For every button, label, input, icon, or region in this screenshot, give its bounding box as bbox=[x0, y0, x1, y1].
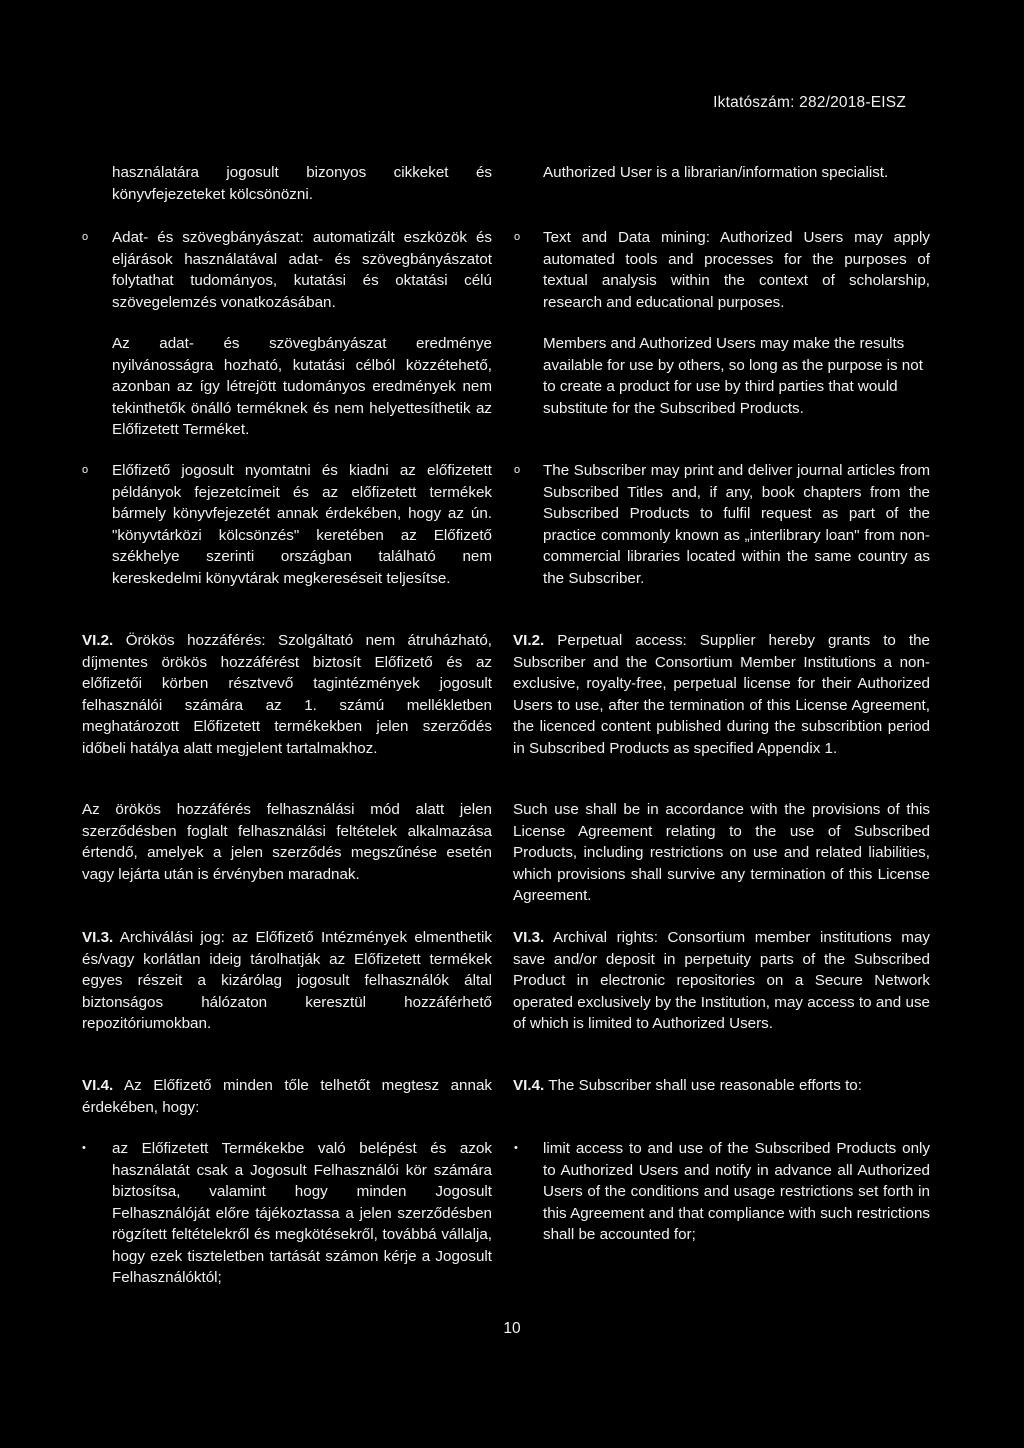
bullet-marker: • bbox=[82, 1142, 86, 1154]
section-number: VI.3. bbox=[513, 929, 545, 946]
hungarian-text: használatára jogosult bizonyos cikkeket és könyvfejezeteket kölcsönözni. bbox=[112, 164, 492, 203]
english-text: The Subscriber may print and deliver journal articles from Subscribed Titles and, if any, book chapters from the Subscribed Products to fulfil request as part of the practice commonly known as „interlibrary loan" from non-commercial libraries located within the same country as the Subscriber. bbox=[543, 462, 930, 587]
english-text: limit access to and use of the Subscribed Products only to Authorized Users and notify in advance all Authorized Users of the conditions and usage restrictions set forth in this Agreement and that compliance with such restrictions shall be accounted for; bbox=[543, 1140, 930, 1243]
hungarian-text bbox=[82, 927, 492, 1035]
english-text bbox=[513, 630, 930, 759]
section-number: VI.3. bbox=[82, 929, 114, 946]
section-number: VI.2. bbox=[513, 632, 545, 649]
section-body: Archiválási jog: az Előfizető Intézmények elmenthetik és/vagy korlátlan ideig tárolhatják az Előfizetett termékek egyes részeit a kizárólag jogosult felhasználók által biztonságos hálózaton keresztül hozzáférhető repozitóriumokban. bbox=[82, 929, 492, 1032]
section-body: The Subscriber shall use reasonable efforts to: bbox=[548, 1077, 862, 1094]
english-text: Text and Data mining: Authorized Users may apply automated tools and processes for the purposes of textual analysis within the context of scholarship, research and educational purposes. bbox=[543, 229, 930, 311]
hungarian-text: Előfizető jogosult nyomtatni és kiadni az előfizetett példányok fejezetcímeit és az előfizetett termékek bármely könyvfejezetét annak érdekében, hogy az ún. "könyvtárközi kölcsönzés" keretében az Előfizető székhelye szerinti országban található nem kereskedelmi könyvtárak megkereséseit teljesítse. bbox=[112, 462, 492, 587]
section-number: VI.2. bbox=[82, 632, 114, 649]
english-text: Members and Authorized Users may make the results available for use by others, so long as the purpose is not to create a product for use by third parties that would substitute for the Subscribed Products. bbox=[543, 335, 923, 417]
document-reference-number: Iktatószám: 282/2018-EISZ bbox=[713, 94, 906, 111]
hungarian-text: Adat- és szövegbányászat: automatizált eszközök és eljárások használatával adat- és szövegbányászatot folytathat tudományos, kutatási és oktatási célú szövegelemzés vonatkozásában. bbox=[112, 229, 492, 311]
hungarian-text: Az örökös hozzáférés felhasználási mód alatt jelen szerződésben foglalt felhasználási feltételek alkalmazása értendő, amelyek a jelen szerződés megszűnése esetén vagy lejárta után is érvényben maradnak. bbox=[82, 801, 492, 883]
hungarian-text: az Előfizetett Termékekbe való belépést és azok használatát csak a Jogosult Felhasználói kör számára biztosítsa, valamint hogy minden Jogosult Felhasználóját előre tájékoztassa a jelen szerződésben rögzített feltételekről és megkötésekről, továbbá vállalja, hogy ezek tiszteletben tartását számon kérje a Jogosult Felhasználóktól; bbox=[112, 1140, 492, 1286]
english-text: Authorized User is a librarian/information specialist. bbox=[543, 164, 889, 181]
section-body: Perpetual access: Supplier hereby grants to the Subscriber and the Consortium Member Institutions a non-exclusive, royalty-free, perpetual license for their Authorized Users to use, after the termination of this License Agreement, the licenced content published during the subscribtion period in Subscribed Products as specified Appendix 1. bbox=[513, 632, 930, 757]
bullet-marker: o bbox=[82, 231, 89, 243]
bullet-marker: o bbox=[514, 464, 521, 476]
bullet-marker: o bbox=[514, 231, 521, 243]
section-body: Archival rights: Consortium member institutions may save and/or deposit in perpetuity parts of the Subscribed Product in electronic repositories on a Secure Network operated exclusively by the Institution, may access to and use of which is limited to Authorized Users. bbox=[513, 929, 930, 1032]
english-text: Such use shall be in accordance with the provisions of this License Agreement relating to the use of Subscribed Products, including restrictions on use and related liabilities, which provisions shall survive any termination of this License Agreement. bbox=[513, 801, 930, 904]
hungarian-text: Az adat- és szövegbányászat eredménye nyilvánosságra hozható, kutatási célból közzétehető, azonban az így létrejött tudományos eredmények nem tekinthetők önálló terméknek és nem helyettesíthetik az Előfizetett Terméket. bbox=[112, 335, 492, 438]
page-number: 10 bbox=[503, 1320, 521, 1337]
bullet-marker: • bbox=[514, 1142, 518, 1154]
section-body: Örökös hozzáférés: Szolgáltató nem átruházható, díjmentes örökös hozzáférést biztosít Előfizető és az előfizetői körben résztvevő tagintézmények jogosult felhasználói számára az 1. számú mellékletben meghatározott Előfizetett termékekben jelen szerződés időbeli hatálya alatt megjelent tartalmakhoz. bbox=[82, 632, 492, 757]
section-body: Az Előfizető minden tőle telhetőt megtesz annak érdekében, hogy: bbox=[82, 1077, 492, 1116]
english-text bbox=[513, 1075, 930, 1097]
section-number: VI.4. bbox=[82, 1077, 114, 1094]
section-number: VI.4. bbox=[513, 1077, 545, 1094]
hungarian-text bbox=[82, 630, 492, 759]
hungarian-text bbox=[82, 1075, 492, 1118]
english-text bbox=[513, 927, 930, 1035]
bullet-marker: o bbox=[82, 464, 89, 476]
